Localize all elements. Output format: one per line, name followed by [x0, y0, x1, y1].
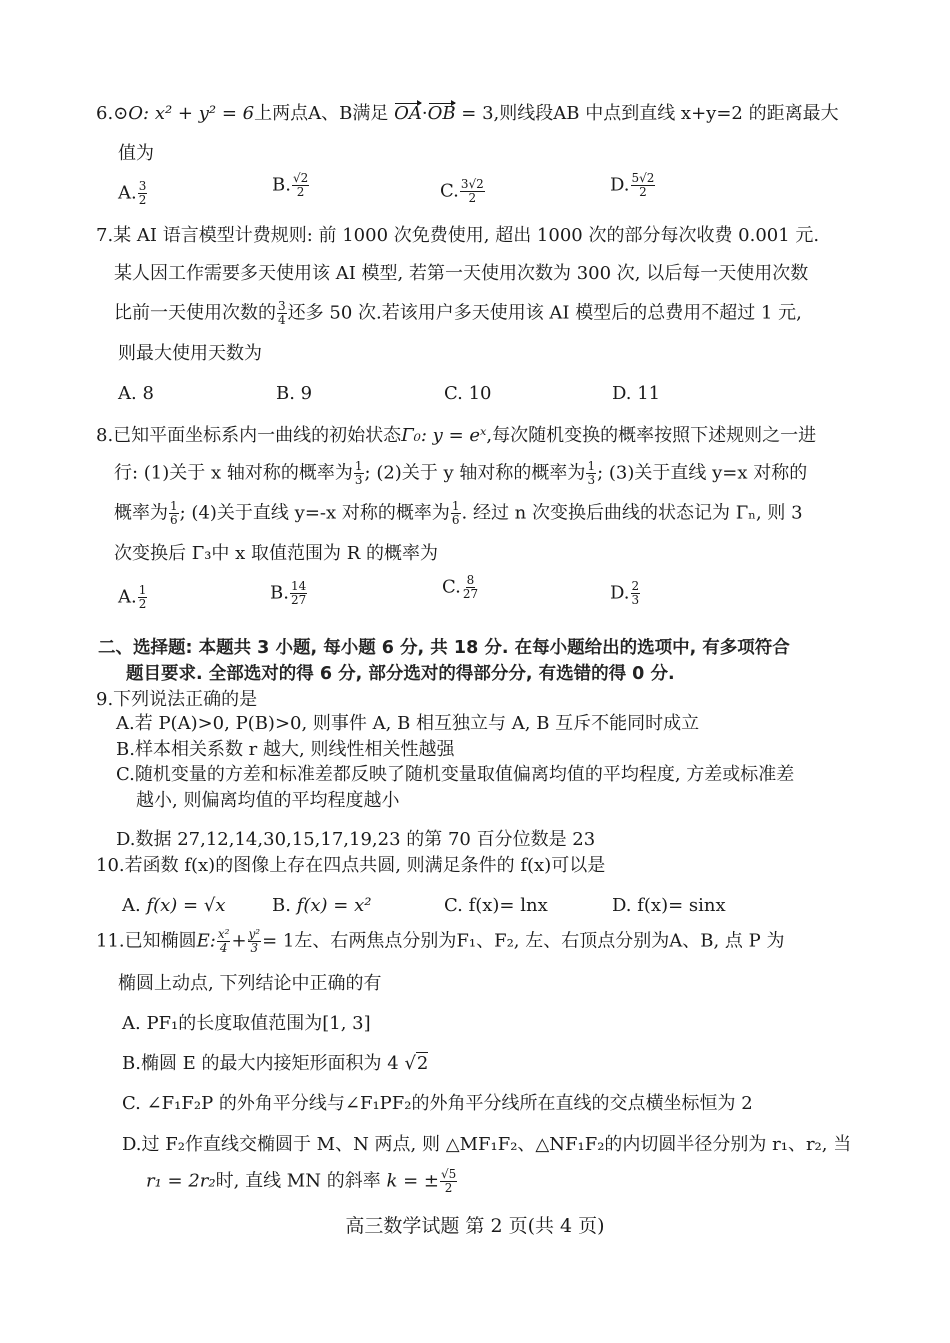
- frac-den: 2: [138, 193, 147, 207]
- q10-stem: 10.若函数 f(x)的图像上存在四点共圆, 则满足条件的 f(x)可以是: [96, 855, 606, 876]
- q6-stem-line1: [96, 102, 839, 126]
- fraction: [217, 928, 231, 955]
- vector-ob: OB: [427, 103, 456, 124]
- q9-option-a: A.若 P(A)>0, P(B)>0, 则事件 A, B 相互独立与 A, B 互斥不能同时成立: [116, 713, 700, 734]
- q10-option-c: C. f(x)= lnx: [444, 895, 548, 916]
- q10-option-b: [272, 894, 371, 918]
- circle-symbol: ⊙: [113, 103, 129, 124]
- q7-option-a: A. 8: [118, 383, 154, 404]
- q6-text-tail: = 3,则线段AB 中点到直线 x+y=2 的距离最大: [461, 103, 839, 124]
- q10-option-a-formula: f(x) = √x: [146, 895, 226, 916]
- ellipse-name: E:: [196, 930, 216, 952]
- frac-num: 1: [354, 459, 363, 473]
- fraction: [440, 1168, 457, 1195]
- frac-den: 6: [451, 513, 460, 527]
- frac-den: 3: [250, 941, 259, 955]
- q7-text: 比前一天使用次数的: [114, 302, 276, 324]
- q9-option-c-line1: C.随机变量的方差和标准差都反映了随机变量取值偏离均值的平均程度, 方差或标准差: [116, 764, 795, 785]
- frac-num: √5: [440, 1167, 457, 1181]
- q8-text: 行: (1)关于 x 轴对称的概率为: [114, 462, 353, 484]
- q11-option-d-line1: D.过 F₂作直线交椭圆于 M、N 两点, 则 △MF₁F₂、△NF₁F₂的内切圆半径分别为 r₁、r₂, 当: [122, 1134, 852, 1155]
- q8-stem-line1: [96, 424, 816, 448]
- q6-option-b: [272, 172, 310, 199]
- q11-option-d-line2: [146, 1168, 458, 1195]
- frac-den: 2: [296, 185, 305, 199]
- frac-den: 2: [444, 1181, 453, 1195]
- q11-option-a: A. PF₁的长度取值范围为[1, 3]: [122, 1013, 371, 1034]
- q7-text-tail: 还多 50 次.若该用户多天使用该 AI 模型后的总费用不超过 1 元,: [287, 302, 802, 324]
- frac-den: 6: [170, 513, 178, 527]
- option-label: D.: [610, 582, 630, 604]
- section-2-header-line1: 二、选择题: 本题共 3 小题, 每小题 6 分, 共 18 分. 在每小题给出的选项中, 有多项符合: [98, 638, 790, 658]
- fraction: [586, 460, 596, 487]
- q8-stem-line4: 次变换后 Γ₃中 x 取值范围为 R 的概率为: [114, 543, 439, 564]
- q9-stem: 9.下列说法正确的是: [96, 689, 258, 710]
- vector-oa: OA: [394, 103, 422, 124]
- fraction: [277, 300, 287, 327]
- q11-text: 11.已知椭圆: [96, 930, 197, 952]
- option-label: A.: [118, 182, 137, 204]
- q8-option-d: [610, 580, 641, 607]
- q8-option-a: [118, 584, 148, 611]
- option-label: C.: [440, 180, 459, 202]
- frac-den: 2: [468, 191, 477, 205]
- frac-num: x²: [217, 927, 230, 941]
- fraction: [631, 172, 656, 199]
- q6-text: 上两点A、B满足: [254, 103, 389, 124]
- sqrt-radicand: 2: [416, 1053, 429, 1074]
- frac-num: 8: [466, 573, 475, 587]
- fraction: [631, 580, 641, 607]
- q11-option-b: B.椭圆 E 的最大内接矩形面积为 4 √2: [122, 1053, 429, 1074]
- q6-option-a: [118, 180, 148, 207]
- fraction: [138, 584, 148, 611]
- frac-num: 1: [138, 583, 147, 597]
- q11-option-c: C. ∠F₁F₂P 的外角平分线与∠F₁PF₂的外角平分线所在直线的交点横坐标恒为 2: [122, 1093, 753, 1114]
- q10-option-a: [122, 894, 225, 918]
- frac-den: 4: [278, 313, 286, 327]
- frac-num: 5√2: [631, 171, 655, 185]
- fraction: [248, 928, 262, 955]
- q9-option-c-line2: 越小, 则偏离均值的平均程度越小: [136, 790, 400, 811]
- q6-stem-line2: 值为: [118, 143, 154, 164]
- q7-stem-line3: [114, 300, 802, 327]
- q7-stem-line4: 则最大使用天数为: [118, 343, 262, 364]
- frac-num: √2: [292, 171, 309, 185]
- option-label: D.: [610, 174, 630, 196]
- q6-option-d: [610, 172, 656, 199]
- q8-text: ; (4)关于直线 y=-x 对称的概率为: [179, 502, 450, 524]
- q8-option-c: [442, 574, 480, 601]
- option-label: A.: [122, 895, 141, 916]
- option-label: C.: [442, 576, 461, 598]
- frac-den: 4: [219, 941, 228, 955]
- fraction: [451, 500, 461, 527]
- ellipse-rhs: = 1: [262, 930, 295, 952]
- fraction: [138, 180, 148, 207]
- fraction: [169, 500, 179, 527]
- q11-option-d-text: 时, 直线 MN 的斜率: [215, 1170, 381, 1192]
- q11-stem-line1: [96, 928, 784, 955]
- fraction: [290, 580, 307, 607]
- slope-expression: k = ±: [386, 1170, 439, 1192]
- frac-num: 1: [451, 499, 460, 513]
- q6-option-c: [440, 178, 486, 205]
- frac-num: 3: [278, 299, 286, 313]
- q11-text-tail: 左、右两焦点分别为F₁、F₂, 左、右顶点分别为A、B, 点 P 为: [294, 930, 785, 952]
- frac-num: 2: [631, 579, 640, 593]
- q8-text: 概率为: [114, 502, 168, 524]
- frac-num: 1: [170, 499, 178, 513]
- q8-text: ; (2)关于 y 轴对称的概率为: [364, 462, 586, 484]
- fraction: [460, 178, 485, 205]
- option-label: A.: [118, 586, 137, 608]
- frac-den: 3: [354, 473, 363, 487]
- q8-text: . 经过 n 次变换后曲线的状态记为 Γₙ, 则 3: [461, 502, 803, 524]
- frac-num: 3√2: [460, 177, 484, 191]
- q7-stem-line1: 7.某 AI 语言模型计费规则: 前 1000 次免费使用, 超出 1000 次的部分每次收费 0.001 元.: [96, 225, 820, 246]
- frac-den: 27: [462, 587, 479, 601]
- frac-den: 2: [138, 597, 147, 611]
- frac-num: 14: [290, 579, 307, 593]
- frac-num: y²: [248, 927, 261, 941]
- q9-option-d: D.数据 27,12,14,30,15,17,19,23 的第 70 百分位数是 23: [116, 829, 596, 850]
- frac-num: 1: [587, 459, 596, 473]
- q8-text: ; (3)关于直线 y=x 对称的: [597, 462, 808, 484]
- q8-option-b: [270, 580, 308, 607]
- fraction: [462, 574, 479, 601]
- page-footer: 高三数学试题 第 2 页(共 4 页): [345, 1215, 605, 1237]
- fraction: [292, 172, 309, 199]
- fraction: [354, 460, 364, 487]
- dot-product-symbol: ·: [421, 103, 428, 124]
- plus-sign: +: [231, 930, 247, 952]
- option-label: B.: [270, 582, 289, 604]
- q7-option-b: B. 9: [276, 383, 313, 404]
- q9-option-b: B.样本相关系数 r 越大, 则线性相关性越强: [116, 739, 455, 760]
- q8-curve-equation: Γ₀: y = eˣ: [401, 425, 487, 446]
- q8-text: 8.已知平面坐标系内一曲线的初始状态: [96, 425, 402, 446]
- q6-circle-equation: O: x² + y² = 6: [128, 103, 255, 124]
- q7-stem-line2: 某人因工作需要多天使用该 AI 模型, 若第一天使用次数为 300 次, 以后每一天使用次数: [114, 263, 809, 284]
- q6-number: 6.: [96, 103, 114, 124]
- q10-option-b-formula: f(x) = x²: [296, 895, 372, 916]
- frac-den: 3: [631, 593, 640, 607]
- frac-den: 2: [639, 185, 647, 199]
- q8-stem-line2: [114, 460, 807, 487]
- frac-den: 27: [290, 593, 307, 607]
- q11-option-b-text: B.椭圆 E 的最大内接矩形面积为 4: [122, 1053, 399, 1074]
- q10-option-d: D. f(x)= sinx: [612, 895, 726, 916]
- q7-option-c: C. 10: [444, 383, 492, 404]
- frac-den: 3: [587, 473, 596, 487]
- q8-stem-line3: [114, 500, 803, 527]
- option-label: B.: [272, 174, 291, 196]
- option-label: B.: [272, 895, 291, 916]
- q7-option-d: D. 11: [612, 383, 661, 404]
- q8-text-tail: ,每次随机变换的概率按照下述规则之一进: [486, 425, 817, 446]
- radius-relation: r₁ = 2r₂: [146, 1170, 216, 1192]
- q11-stem-line2: 椭圆上动点, 下列结论中正确的有: [118, 973, 382, 994]
- frac-num: 3: [138, 179, 147, 193]
- section-2-header-line2: 题目要求. 全部选对的得 6 分, 部分选对的得部分分, 有选错的得 0 分.: [126, 664, 675, 684]
